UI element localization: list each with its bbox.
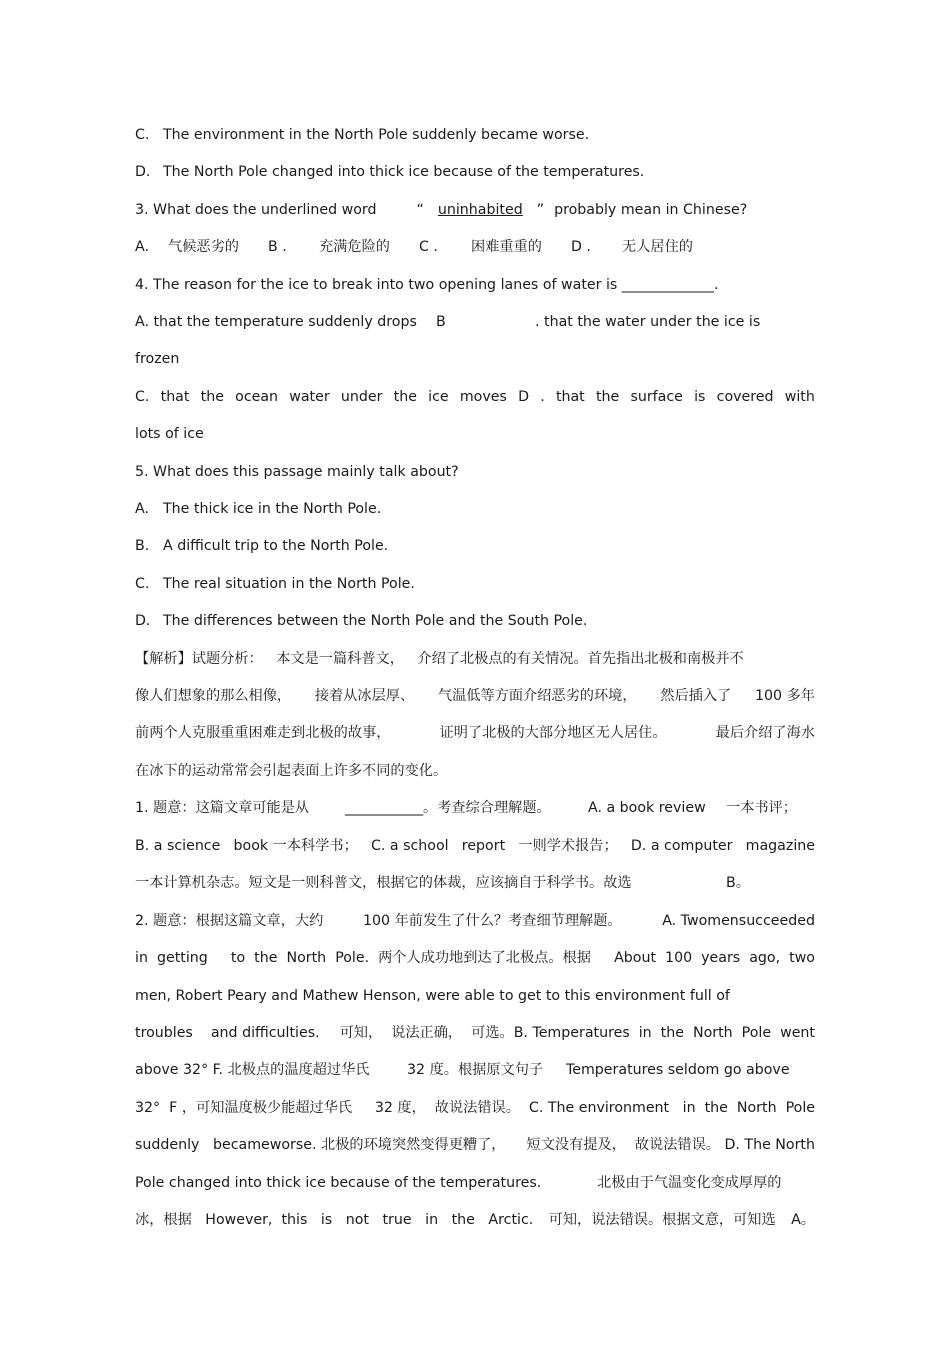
q3-option-c-label: C . (419, 239, 438, 255)
option-label: B. (135, 538, 150, 554)
q3-option-d-label: D . (571, 239, 591, 255)
q3-prompt (135, 200, 815, 220)
analysis-line-13 (135, 1098, 815, 1118)
q4-option-b-label: B (436, 314, 446, 330)
option-label: D. (135, 613, 151, 629)
segment: 气温低等方面介绍恶劣的环境， (437, 688, 637, 704)
word: water (289, 389, 330, 405)
segment: Temperatures seldom go above (566, 1062, 790, 1078)
word: covered (716, 389, 774, 405)
underlined-word: uninhabited (437, 202, 523, 218)
q2-option-d (135, 162, 815, 182)
segment: report (461, 838, 506, 854)
option-label: D. (135, 164, 151, 180)
segment: book 一本科学书； (233, 838, 358, 854)
q5-option-c (135, 574, 815, 594)
word: C. (135, 389, 150, 405)
segment: 冰，根据 However, this is not true in the Arctic. (135, 1212, 534, 1228)
analysis-line-14 (135, 1135, 815, 1155)
q5-option-d (135, 611, 815, 631)
segment: 最后介绍了海水 (715, 725, 815, 741)
segment: troubles and difficulties. (135, 1025, 320, 1041)
segment: magazine (745, 838, 815, 854)
segment: About 100 years ago, two (614, 950, 815, 966)
segment: above 32° F. 北极点的温度超过华氏 (135, 1062, 370, 1078)
segment: C. a school (370, 838, 449, 854)
analysis-line-7 (135, 873, 815, 893)
q3-prompt-end: probably mean in Chinese? (554, 202, 748, 218)
analysis-line-3 (135, 723, 815, 743)
analysis-line-10: men, Robert Peary and Mathew Henson, were able to get to this environment full of (135, 988, 730, 1004)
word: D (518, 389, 530, 405)
segment: 可知，说法错误。根据文意，可知选 (548, 1212, 776, 1228)
segment: A。 (791, 1212, 815, 1228)
q5-option-a (135, 499, 815, 519)
q4-option-b-text: . that the water under the ice is (535, 314, 761, 330)
analysis-line-1: 【解析】试题分析： 本文是一篇科普文， 介绍了北极点的有关情况。首先指出北极和南极并不 (135, 651, 744, 667)
q4-option-b-continued: frozen (135, 351, 180, 367)
q3-prompt-start: 3. What does the underlined word (135, 202, 377, 218)
option-text: The North Pole changed into thick ice because of the temperatures. (163, 164, 645, 180)
segment: A. Twomensucceeded (662, 913, 815, 929)
analysis-line-12 (135, 1060, 815, 1080)
analysis-line-9 (135, 948, 815, 968)
segment: 前两个人克服重重困难走到北极的故事， (135, 725, 391, 741)
word: the (595, 389, 620, 405)
word: moves (459, 389, 507, 405)
word: with (784, 389, 815, 405)
segment: 32° F ，可知温度极少能超过华氏 (135, 1100, 353, 1116)
word: . (540, 389, 545, 405)
segment: 像人们想象的那么相像， (135, 688, 292, 704)
q3-option-b-text: 充满危险的 (319, 239, 390, 255)
analysis-line-16 (135, 1210, 815, 1230)
option-label: A. (135, 501, 149, 517)
segment: 32 度。根据原文句子 (407, 1062, 544, 1078)
word: is (694, 389, 706, 405)
q3-option-a-label: A. (135, 239, 149, 255)
q3-option-d-text: 无人居住的 (622, 239, 693, 255)
segment: D. a computer (630, 838, 733, 854)
segment: to the North Pole. 两个人成功地到达了北极点。根据 (230, 950, 591, 966)
segment: B. a science (135, 838, 221, 854)
q2-option-c (135, 125, 815, 145)
segment: 短文没有提及， 故说法错误。 D. The North (526, 1137, 815, 1153)
q3-option-b-label: B . (268, 239, 287, 255)
analysis-line-15 (135, 1173, 815, 1193)
word: ocean (235, 389, 279, 405)
segment: A. a book review (588, 800, 706, 816)
segment: 接着从冰层厚、 (314, 688, 415, 704)
segment: in getting (135, 950, 208, 966)
word: ice (428, 389, 449, 405)
option-label: C. (135, 127, 150, 143)
q5-option-b (135, 536, 815, 556)
q4-prompt: 4. The reason for the ice to break into two opening lanes of water is _____________. (135, 277, 719, 293)
q4-options-ab (135, 312, 815, 332)
segment: 1. 题意：这篇文章可能是从 (135, 800, 310, 816)
q5-prompt: 5. What does this passage mainly talk about? (135, 464, 459, 480)
segment: 100 年前发生了什么？考查细节理解题。 (363, 913, 622, 929)
option-text: The environment in the North Pole suddenly became worse. (163, 127, 590, 143)
option-text: The differences between the North Pole and the South Pole. (163, 613, 588, 629)
segment: 证明了北极的大部分地区无人居住。 (439, 725, 667, 741)
analysis-line-4: 在冰下的运动常常会引起表面上许多不同的变化。 (135, 763, 448, 779)
analysis-line-11 (135, 1023, 815, 1043)
q4-options-cd (135, 387, 815, 407)
analysis-line-8 (135, 911, 815, 931)
segment: 北极由于气温变化变成厚厚的 (597, 1175, 782, 1191)
q4-option-d-continued: lots of ice (135, 426, 204, 442)
segment: 2. 题意：根据这篇文章，大约 (135, 913, 324, 929)
segment: B。 (726, 875, 750, 891)
option-label: C. (135, 576, 150, 592)
segment: 一本计算机杂志。短文是一则科普文，根据它的体裁，应该摘自于科学书。故选 (135, 875, 632, 891)
segment: 可知， 说法正确， 可选。B. Temperatures in the North Pole went (339, 1025, 815, 1041)
q4-option-a: A. that the temperature suddenly drops (135, 314, 417, 330)
segment: ___________。考查综合理解题。 (345, 800, 551, 816)
word: that (160, 389, 190, 405)
q3-option-a-text: 气候恶劣的 (168, 239, 239, 255)
segment: 然后插入了 (660, 688, 732, 704)
analysis-line-2 (135, 686, 815, 706)
option-text: A difficult trip to the North Pole. (163, 538, 389, 554)
word: surface (630, 389, 683, 405)
word: that (555, 389, 585, 405)
word: the (200, 389, 224, 405)
segment: Pole changed into thick ice because of the temperatures. (135, 1175, 542, 1191)
analysis-line-5 (135, 798, 815, 818)
segment: 100 多年 (755, 688, 815, 704)
segment: 一则学术报告； (518, 838, 618, 854)
open-quote: “ (416, 202, 424, 218)
word: under (340, 389, 383, 405)
option-text: The thick ice in the North Pole. (163, 501, 382, 517)
option-text: The real situation in the North Pole. (163, 576, 415, 592)
q3-option-c-text: 困难重重的 (471, 239, 542, 255)
close-quote: ” (536, 202, 545, 218)
analysis-line-6 (135, 836, 815, 856)
segment: suddenly becameworse. 北极的环境突然变得更糟了， (135, 1137, 506, 1153)
q3-options (135, 237, 815, 257)
segment: 32 度， 故说法错误。 C. The environment in the North Pole (374, 1100, 815, 1116)
word: the (393, 389, 417, 405)
segment: 一本书评； (726, 800, 797, 816)
